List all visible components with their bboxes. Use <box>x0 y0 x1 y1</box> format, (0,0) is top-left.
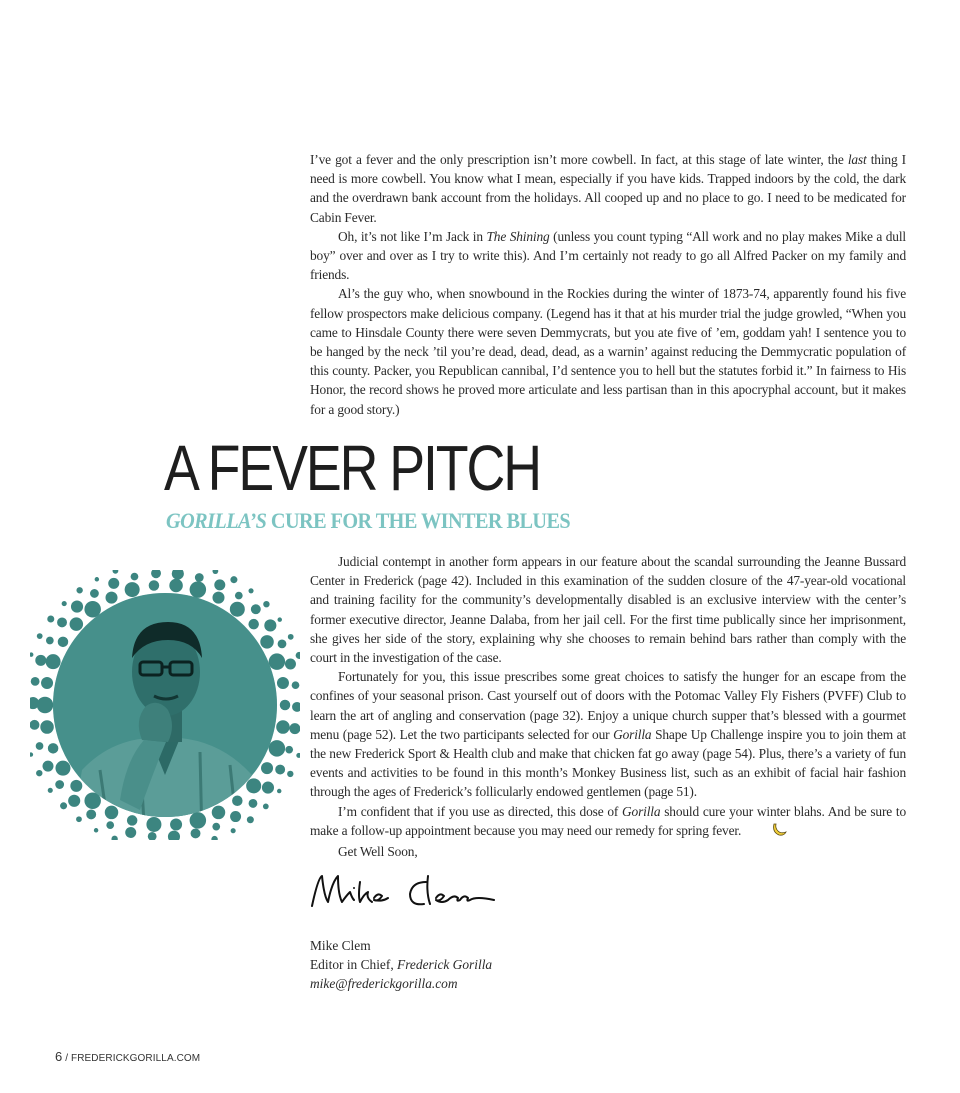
halftone-dot <box>262 782 274 794</box>
intro-paragraph-2: Oh, it’s not like I’m Jack in The Shining (unless you count typing “All work and no play makes Mike a dull boy” over and over as I try to write this). And I’m certainly not ready to go all Alfred Packer on my family and friends. <box>310 228 906 283</box>
page-number: 6 <box>55 1049 63 1064</box>
halftone-dot <box>212 806 226 820</box>
halftone-dot <box>35 655 46 666</box>
halftone-dot <box>58 637 68 648</box>
halftone-dot <box>248 588 253 593</box>
halftone-dot <box>276 720 290 734</box>
halftone-dot <box>269 740 286 757</box>
halftone-dot <box>47 615 54 622</box>
halftone-dot <box>60 802 67 809</box>
halftone-dot <box>231 828 236 833</box>
halftone-dot <box>232 796 243 807</box>
halftone-dot <box>172 570 184 580</box>
halftone-dot <box>190 812 207 829</box>
page-footer <box>55 1049 200 1064</box>
halftone-dot <box>263 804 269 810</box>
halftone-dot <box>76 587 82 593</box>
halftone-dot <box>148 832 157 840</box>
halftone-dot <box>86 809 96 819</box>
body-paragraph-3: I’m confident that if you use as directed, this dose of Gorilla should cure your winter blahs. And be sure to make a follow-up appointment because you may need our remedy for spring fever. <box>310 802 906 842</box>
halftone-dot <box>278 639 287 648</box>
halftone-dot <box>149 580 160 591</box>
halftone-dot <box>30 752 33 756</box>
halftone-dot <box>277 789 281 793</box>
halftone-dot <box>125 582 140 597</box>
handwritten-signature <box>308 868 498 918</box>
halftone-dot <box>48 743 59 754</box>
halftone-dot <box>127 815 137 826</box>
halftone-dot <box>48 788 53 793</box>
editor-portrait <box>30 570 300 840</box>
halftone-dot <box>36 770 42 776</box>
halftone-dot <box>90 589 99 598</box>
body-paragraph-2: Fortunately for you, this issue prescribes some great choices to satisfy the hunger for an escape from the confines of your seasonal prison. Cast yourself out of doors with the Potomac Valley Fly Fishers (PVFF) Club to learn the art of angling and conservation (page 32). Enjoy a unique church supper that’s blessed with a gourmet menu (page 52). Let the two participants selected for our Gorilla Shape Up Challenge inspire you to join them at the new Frederick Sport & Health club and make that chicken fat go away (page 54). Plus, there’s a variety of fun events and activities to be found in this month’s Monkey Business list, such as an exhibit of facial hair fashion through the ages of Frederick’s follicularly endowed gentlemen (page 51). <box>310 669 906 800</box>
halftone-dot <box>264 619 276 631</box>
halftone-dot <box>195 573 204 582</box>
halftone-dot <box>113 570 119 574</box>
halftone-dot <box>151 570 161 578</box>
halftone-dot <box>106 592 118 604</box>
halftone-dot <box>30 652 33 656</box>
halftone-dot <box>214 579 225 590</box>
halftone-dot <box>296 652 300 659</box>
halftone-dot <box>55 761 70 776</box>
halftone-dot <box>108 578 119 589</box>
halftone-dot <box>190 581 207 598</box>
halftone-dot <box>191 828 201 838</box>
halftone-dot <box>146 817 161 832</box>
halftone-dot <box>292 681 300 689</box>
halftone-dot <box>211 836 217 840</box>
halftone-dot <box>277 617 281 621</box>
editor-title: Editor in Chief, Frederick Gorilla <box>310 957 493 973</box>
banana-icon <box>743 823 787 842</box>
halftone-dot <box>30 720 39 730</box>
halftone-dot <box>131 573 139 581</box>
halftone-dot <box>43 761 54 772</box>
halftone-dot <box>106 821 114 829</box>
halftone-dot <box>105 806 119 820</box>
halftone-dot <box>277 677 289 689</box>
halftone-dot <box>94 828 98 832</box>
halftone-dot <box>31 677 40 686</box>
halftone-dot <box>70 780 82 792</box>
editor-email[interactable]: mike@frederickgorilla.com <box>310 976 458 992</box>
halftone-dot <box>68 795 80 807</box>
halftone-dot <box>292 702 300 712</box>
halftone-dot <box>287 771 293 777</box>
halftone-dot <box>41 677 53 689</box>
intro-paragraph-1: I’ve got a fever and the only prescription isn’t more cowbell. In fact, at this stage of late winter, the last thing I need is more cowbell. You know what I mean, especially if you have kids. Trapped indoors by the cold, the dark and the overdrawn bank account from the holidays. All cooped up and no place to go. I need to be medicated for Cabin Fever. <box>310 152 906 225</box>
halftone-dot <box>230 602 245 617</box>
halftone-dot <box>280 700 291 711</box>
intro-paragraph-3: Al’s the guy who, when snowbound in the Rockies during the winter of 1873-74, apparently found his five fellow prospectors make delicious company. (Legend has it that at his murder trial the judge growled, “When you came to Hinsdale County there were seven Demmycrats, but you ate five of ’em, goddam yah! I sentence you to be hanged by the neck ’til you’re dead, dead, dead, as a warnin’ against reducing the Demmycratic population of this county. Packer, you Republican cannibal, I’d sentence you to hell but the statutes forbid it.” In fairness to His Honor, the record shows he proved more articulate and less partisan than in this apocryphal account, but it makes for a good story.) <box>310 286 906 417</box>
halftone-dot <box>62 601 67 606</box>
halftone-dot <box>170 818 182 830</box>
halftone-dot <box>212 570 218 574</box>
halftone-dot <box>71 601 83 613</box>
halftone-dot <box>37 633 43 639</box>
intro-text <box>310 150 906 419</box>
halftone-dot <box>37 697 54 714</box>
halftone-dot <box>70 617 84 631</box>
subtitle: GORILLA’S CURE FOR THE WINTER BLUES <box>166 508 571 533</box>
halftone-dot <box>296 753 300 758</box>
body-text <box>310 552 906 861</box>
halftone-dot <box>46 654 61 669</box>
halftone-dot <box>275 765 285 775</box>
halftone-dot <box>55 780 64 789</box>
halftone-dot <box>125 827 136 838</box>
halftone-dot <box>57 617 67 627</box>
halftone-dot <box>285 658 296 669</box>
halftone-dot <box>230 576 237 583</box>
halftone-dot <box>269 653 286 670</box>
halftone-dot <box>288 634 294 640</box>
halftone-dot <box>95 577 99 581</box>
halftone-dot <box>289 723 300 734</box>
halftone-dot <box>76 816 82 822</box>
page-title: A FEVER PITCH <box>164 432 540 504</box>
halftone-dot <box>261 762 273 774</box>
halftone-dot <box>249 799 258 808</box>
website-link[interactable]: FREDERICKGORILLA.COM <box>70 1053 201 1064</box>
halftone-dot <box>235 592 243 600</box>
halftone-dot <box>212 592 224 604</box>
body-paragraph-1: Judicial contempt in another form appears in our feature about the scandal surrounding the Jeanne Bussard Center in Frederick (page 42). Included in this examination of the sudden closure of the 47-year-old vocational and training facility for the community’s developmentally disabled is an exclusive interview with the center’s former executive director, Jeanne Dalaba, from her jail cell. For the first time publically since her imprisonment, she gives her side of the story, explaining why she chooses to remain behind bars rather than comply with the court in the investigation of the case. <box>310 554 906 666</box>
halftone-dot <box>246 778 261 793</box>
signature-block <box>310 936 492 994</box>
halftone-dot <box>263 601 269 607</box>
editor-name: Mike Clem <box>310 938 371 953</box>
halftone-dot <box>230 811 241 822</box>
halftone-dot <box>251 604 261 614</box>
footer-separator: / <box>62 1053 71 1064</box>
halftone-dot <box>169 579 183 593</box>
halftone-dot <box>212 823 220 831</box>
halftone-dot <box>285 746 293 754</box>
halftone-dot <box>40 720 54 734</box>
halftone-dot <box>260 635 274 649</box>
halftone-dot <box>248 619 259 630</box>
halftone-dot <box>247 816 254 823</box>
closing-line: Get Well Soon, <box>338 844 418 860</box>
halftone-dot <box>36 742 44 750</box>
halftone-dot <box>111 836 117 840</box>
halftone-dot <box>46 637 54 645</box>
halftone-dot <box>168 831 180 840</box>
